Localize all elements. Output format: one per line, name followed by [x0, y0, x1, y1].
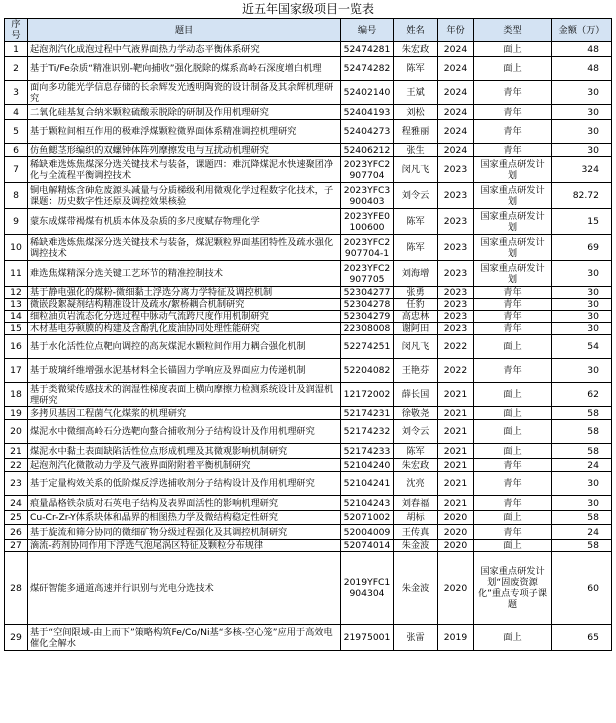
- row-year: 2021: [438, 496, 474, 511]
- header-code: 编号: [341, 19, 394, 42]
- row-name: 朱宏政: [394, 42, 438, 57]
- table-row: [5, 183, 612, 209]
- row-amount: 24: [552, 525, 612, 540]
- row-name: 朱金波: [394, 552, 438, 625]
- table-row: [5, 81, 612, 105]
- row-type: 面上: [474, 57, 552, 81]
- row-amount: 58: [552, 420, 612, 444]
- row-year: 2024: [438, 81, 474, 105]
- table-row: [5, 552, 612, 625]
- row-code: 52104243: [341, 496, 394, 511]
- row-name: 陈军: [394, 209, 438, 235]
- row-topic: 铜电解精炼含砷危废源头减量与分质梯级利用微观化学过程数字化技术，子课题：历史数字性还原及调控效果核验: [28, 183, 341, 209]
- row-topic: 仿鱼鳃茎形编织的双螺钟体阵列摩擦发电与互扰动机理研究: [28, 144, 341, 157]
- row-year: 2020: [438, 525, 474, 540]
- row-number: 17: [5, 359, 28, 383]
- row-number: 15: [5, 323, 28, 335]
- row-topic: Cu-Cr-Zr-Y体系块体和晶界的相图热力学及微结构稳定性研究: [28, 511, 341, 525]
- row-amount: 65: [552, 625, 612, 651]
- table-row: [5, 511, 612, 525]
- row-type: 青年: [474, 105, 552, 120]
- table-header-row: [5, 19, 612, 42]
- row-type: 青年: [474, 459, 552, 472]
- table-row: [5, 525, 612, 540]
- row-code: 52174232: [341, 420, 394, 444]
- row-topic: 基于静电强化的煤粉-微细黏土浮选分离力学特征及调控机制: [28, 287, 341, 299]
- table-row: [5, 57, 612, 81]
- row-topic: 细粒油页岩流态化分选过程中脉动气流跨尺度作用机制研究: [28, 311, 341, 323]
- row-code: 2023YFC2907704: [341, 157, 394, 183]
- row-code: 2023YFC2907704-1: [341, 235, 394, 261]
- row-code: 52204082: [341, 359, 394, 383]
- header-name: 姓名: [394, 19, 438, 42]
- table-row: [5, 335, 612, 359]
- row-number: 29: [5, 625, 28, 651]
- table-row: [5, 105, 612, 120]
- row-number: 25: [5, 511, 28, 525]
- row-year: 2023: [438, 209, 474, 235]
- row-code: 52406212: [341, 144, 394, 157]
- row-amount: 62: [552, 383, 612, 407]
- table-row: [5, 42, 612, 57]
- row-topic: 基于“空间限域-由上而下”策略构筑Fe/Co/Ni基“多核-空心笼”应用于高效电催化全解水: [28, 625, 341, 651]
- row-topic: 基于Ti/Fe杂质“精准识别-靶向捕收”强化脱除的煤系高岭石深度增白机理: [28, 57, 341, 81]
- row-amount: 30: [552, 81, 612, 105]
- row-number: 6: [5, 144, 28, 157]
- row-number: 1: [5, 42, 28, 57]
- row-topic: 痕量晶格铁杂质对石英电子结构及表界面活性的影响机理研究: [28, 496, 341, 511]
- row-code: 22308008: [341, 323, 394, 335]
- row-amount: 82.72: [552, 183, 612, 209]
- row-year: 2022: [438, 359, 474, 383]
- row-number: 24: [5, 496, 28, 511]
- row-code: 52104240: [341, 459, 394, 472]
- row-type: 国家重点研发计划: [474, 261, 552, 287]
- row-number: 14: [5, 311, 28, 323]
- row-number: 23: [5, 472, 28, 496]
- row-name: 刘海增: [394, 261, 438, 287]
- row-name: 薛长国: [394, 383, 438, 407]
- row-amount: 30: [552, 359, 612, 383]
- table-row: [5, 359, 612, 383]
- row-number: 12: [5, 287, 28, 299]
- table-row: [5, 261, 612, 287]
- row-code: 52274251: [341, 335, 394, 359]
- row-code: 12172002: [341, 383, 394, 407]
- row-name: 朱宏政: [394, 459, 438, 472]
- table-row: [5, 444, 612, 459]
- row-amount: 58: [552, 444, 612, 459]
- header-topic: 题目: [28, 19, 341, 42]
- row-type: 青年: [474, 496, 552, 511]
- table-row: [5, 287, 612, 299]
- row-number: 21: [5, 444, 28, 459]
- row-number: 9: [5, 209, 28, 235]
- row-type: 国家重点研发计划: [474, 183, 552, 209]
- row-topic: 起泡剂汽化微散动力学及气液界面附附着平衡机制研究: [28, 459, 341, 472]
- row-topic: 二氧化硅基复合纳米颗粒硫酸汞脱除的研制及作用机理研究: [28, 105, 341, 120]
- row-number: 26: [5, 525, 28, 540]
- row-year: 2021: [438, 420, 474, 444]
- row-type: 国家重点研发计划: [474, 235, 552, 261]
- row-code: 52404273: [341, 120, 394, 144]
- row-code: 52174231: [341, 407, 394, 420]
- row-code: 21975001: [341, 625, 394, 651]
- row-type: 面上: [474, 335, 552, 359]
- row-amount: 58: [552, 407, 612, 420]
- table-row: [5, 323, 612, 335]
- row-type: 面上: [474, 625, 552, 651]
- row-code: 52304278: [341, 299, 394, 311]
- projects-table: [4, 18, 612, 651]
- row-year: 2023: [438, 323, 474, 335]
- row-amount: 48: [552, 42, 612, 57]
- row-number: 8: [5, 183, 28, 209]
- table-row: [5, 496, 612, 511]
- row-code: 52004009: [341, 525, 394, 540]
- row-year: 2024: [438, 120, 474, 144]
- row-amount: 324: [552, 157, 612, 183]
- row-amount: 69: [552, 235, 612, 261]
- row-year: 2023: [438, 287, 474, 299]
- row-name: 张勇: [394, 287, 438, 299]
- row-number: 13: [5, 299, 28, 311]
- row-type: 青年: [474, 120, 552, 144]
- row-topic: 滴流-药剂协同作用下浮选气泡尾涡区特征及颗粒分布规律: [28, 540, 341, 552]
- table-row: [5, 235, 612, 261]
- row-amount: 30: [552, 120, 612, 144]
- row-topic: 基于类微梁传感技术的润湿性梯度表面上横向摩擦力检测系统设计及润湿机理研究: [28, 383, 341, 407]
- row-amount: 60: [552, 552, 612, 625]
- row-type: 青年: [474, 323, 552, 335]
- row-number: 4: [5, 105, 28, 120]
- row-code: 52402140: [341, 81, 394, 105]
- row-year: 2019: [438, 625, 474, 651]
- row-amount: 30: [552, 105, 612, 120]
- row-topic: 基于旋流和筛分协同的微细矿物分级过程强化及其调控机制研究: [28, 525, 341, 540]
- row-topic: 微嵌段絮凝剂结构精准设计及疏水/絮桥耦合机制研究: [28, 299, 341, 311]
- row-type: 国家重点研发计划: [474, 209, 552, 235]
- row-year: 2021: [438, 459, 474, 472]
- row-amount: 30: [552, 287, 612, 299]
- row-topic: 煤矸智能多通道高速并行识别与光电分选技术: [28, 552, 341, 625]
- table-row: [5, 299, 612, 311]
- row-amount: 30: [552, 311, 612, 323]
- header-no: 序号: [5, 19, 28, 42]
- row-topic: 难选焦煤精深分选关键工艺环节的精准控制技术: [28, 261, 341, 287]
- row-topic: 多拷贝基因工程菌气化煤浆的机理研究: [28, 407, 341, 420]
- row-amount: 30: [552, 496, 612, 511]
- row-amount: 58: [552, 511, 612, 525]
- row-code: 52474281: [341, 42, 394, 57]
- row-amount: 30: [552, 323, 612, 335]
- row-name: 王传真: [394, 525, 438, 540]
- header-type: 类型: [474, 19, 552, 42]
- row-type: 青年: [474, 525, 552, 540]
- table-row: [5, 420, 612, 444]
- row-type: 青年: [474, 144, 552, 157]
- row-number: 10: [5, 235, 28, 261]
- row-code: 52304277: [341, 287, 394, 299]
- table-row: [5, 144, 612, 157]
- row-year: 2023: [438, 183, 474, 209]
- row-topic: 面向多功能光学信息存储的长余辉发光透明陶瓷的设计制备及其余辉机理研究: [28, 81, 341, 105]
- row-code: 52074014: [341, 540, 394, 552]
- row-name: 高忠林: [394, 311, 438, 323]
- row-year: 2023: [438, 235, 474, 261]
- row-number: 20: [5, 420, 28, 444]
- header-amount: 金额（万）: [552, 19, 612, 42]
- page-title: 近五年国家级项目一览表: [241, 2, 374, 16]
- row-name: 闵凡飞: [394, 157, 438, 183]
- row-topic: 稀缺难选炼焦煤深分选关键技术与装备，课题四：难沉降煤泥水快速聚团净化与全流程平衡调控技术: [28, 157, 341, 183]
- table-row: [5, 157, 612, 183]
- table-row: [5, 472, 612, 496]
- row-type: 面上: [474, 383, 552, 407]
- row-code: 52474282: [341, 57, 394, 81]
- table-row: [5, 407, 612, 420]
- row-number: 18: [5, 383, 28, 407]
- row-amount: 54: [552, 335, 612, 359]
- row-name: 王艳芬: [394, 359, 438, 383]
- row-code: 2019YFC1904304: [341, 552, 394, 625]
- row-name: 刘令云: [394, 420, 438, 444]
- row-topic: 基于颗粒间相互作用的极难浮煤颗粒微界面体系精准调控机理研究: [28, 120, 341, 144]
- row-amount: 48: [552, 57, 612, 81]
- row-type: 国家重点研发计划“固废资源化”重点专项子课题: [474, 552, 552, 625]
- row-year: 2021: [438, 383, 474, 407]
- row-year: 2023: [438, 157, 474, 183]
- row-amount: 58: [552, 540, 612, 552]
- row-type: 面上: [474, 42, 552, 57]
- row-code: 52304279: [341, 311, 394, 323]
- row-name: 张生: [394, 144, 438, 157]
- row-name: 谢阿田: [394, 323, 438, 335]
- row-name: 刘令云: [394, 183, 438, 209]
- row-number: 5: [5, 120, 28, 144]
- row-name: 胡标: [394, 511, 438, 525]
- row-amount: 15: [552, 209, 612, 235]
- table-row: [5, 459, 612, 472]
- row-name: 王斌: [394, 81, 438, 105]
- row-name: 沈亮: [394, 472, 438, 496]
- table-row: [5, 540, 612, 552]
- row-name: 任豹: [394, 299, 438, 311]
- table-row: [5, 383, 612, 407]
- row-type: 青年: [474, 287, 552, 299]
- row-name: 刘松: [394, 105, 438, 120]
- row-year: 2022: [438, 335, 474, 359]
- row-type: 面上: [474, 444, 552, 459]
- row-code: 2023YFC2907705: [341, 261, 394, 287]
- row-type: 青年: [474, 299, 552, 311]
- row-name: 陈军: [394, 444, 438, 459]
- row-type: 面上: [474, 540, 552, 552]
- row-type: 国家重点研发计划: [474, 157, 552, 183]
- row-topic: 起泡剂汽化成泡过程中气液界面热力学动态平衡体系研究: [28, 42, 341, 57]
- row-year: 2023: [438, 299, 474, 311]
- row-year: 2020: [438, 511, 474, 525]
- table-row: [5, 209, 612, 235]
- row-year: 2023: [438, 311, 474, 323]
- row-topic: 煤泥水中微细高岭石分选靶向螯合捕收剂分子结构设计及作用机理研究: [28, 420, 341, 444]
- row-name: 朱金波: [394, 540, 438, 552]
- row-type: 面上: [474, 420, 552, 444]
- row-year: 2020: [438, 552, 474, 625]
- row-code: 2023YFC3900403: [341, 183, 394, 209]
- row-name: 陈军: [394, 57, 438, 81]
- row-year: 2024: [438, 105, 474, 120]
- row-name: 陈军: [394, 235, 438, 261]
- row-code: 52174233: [341, 444, 394, 459]
- row-topic: 基于水化活性位点靶向调控的高灰煤泥水颗粒间作用力耦合强化机制: [28, 335, 341, 359]
- row-number: 28: [5, 552, 28, 625]
- row-type: 面上: [474, 511, 552, 525]
- row-amount: 30: [552, 472, 612, 496]
- row-topic: 煤泥水中黏土表面缺陷活性位点形成机理及其微观影响机制研究: [28, 444, 341, 459]
- table-row: [5, 625, 612, 651]
- row-number: 16: [5, 335, 28, 359]
- row-code: 2023YFE0100600: [341, 209, 394, 235]
- row-topic: 木材基电芬顿膜的构建及含酚乳化废油协同处理性能研究: [28, 323, 341, 335]
- row-year: 2023: [438, 261, 474, 287]
- table-row: [5, 120, 612, 144]
- row-year: 2024: [438, 144, 474, 157]
- row-name: 张雷: [394, 625, 438, 651]
- row-name: 徐敬尧: [394, 407, 438, 420]
- row-number: 7: [5, 157, 28, 183]
- row-amount: 30: [552, 261, 612, 287]
- row-name: 刘春福: [394, 496, 438, 511]
- row-amount: 24: [552, 459, 612, 472]
- row-name: 程雅丽: [394, 120, 438, 144]
- row-year: 2020: [438, 540, 474, 552]
- row-year: 2024: [438, 42, 474, 57]
- row-type: 青年: [474, 472, 552, 496]
- row-code: 52104241: [341, 472, 394, 496]
- row-name: 闵凡飞: [394, 335, 438, 359]
- row-type: 青年: [474, 359, 552, 383]
- header-year: 年份: [438, 19, 474, 42]
- row-topic: 稀缺难选炼焦煤深分选关键技术与装备，煤泥颗粒界面基团特性及疏水强化调控技术: [28, 235, 341, 261]
- row-number: 2: [5, 57, 28, 81]
- row-number: 27: [5, 540, 28, 552]
- row-type: 面上: [474, 407, 552, 420]
- row-type: 青年: [474, 311, 552, 323]
- table-row: [5, 311, 612, 323]
- row-amount: 30: [552, 299, 612, 311]
- row-year: 2021: [438, 407, 474, 420]
- row-year: 2021: [438, 444, 474, 459]
- row-code: 52404193: [341, 105, 394, 120]
- row-year: 2021: [438, 472, 474, 496]
- row-year: 2024: [438, 57, 474, 81]
- row-number: 11: [5, 261, 28, 287]
- row-code: 52071002: [341, 511, 394, 525]
- row-topic: 蒙东成煤带褐煤有机质本体及杂质的多尺度赋存物理化学: [28, 209, 341, 235]
- row-number: 19: [5, 407, 28, 420]
- row-number: 3: [5, 81, 28, 105]
- row-type: 青年: [474, 81, 552, 105]
- row-amount: 30: [552, 144, 612, 157]
- row-number: 22: [5, 459, 28, 472]
- row-topic: 基于定量构效关系的低阶煤反浮选捕收剂分子结构设计及作用机理研究: [28, 472, 341, 496]
- row-topic: 基于玻璃纤维增强水泥基材料全长锚固力学响应及界面应力传递机制: [28, 359, 341, 383]
